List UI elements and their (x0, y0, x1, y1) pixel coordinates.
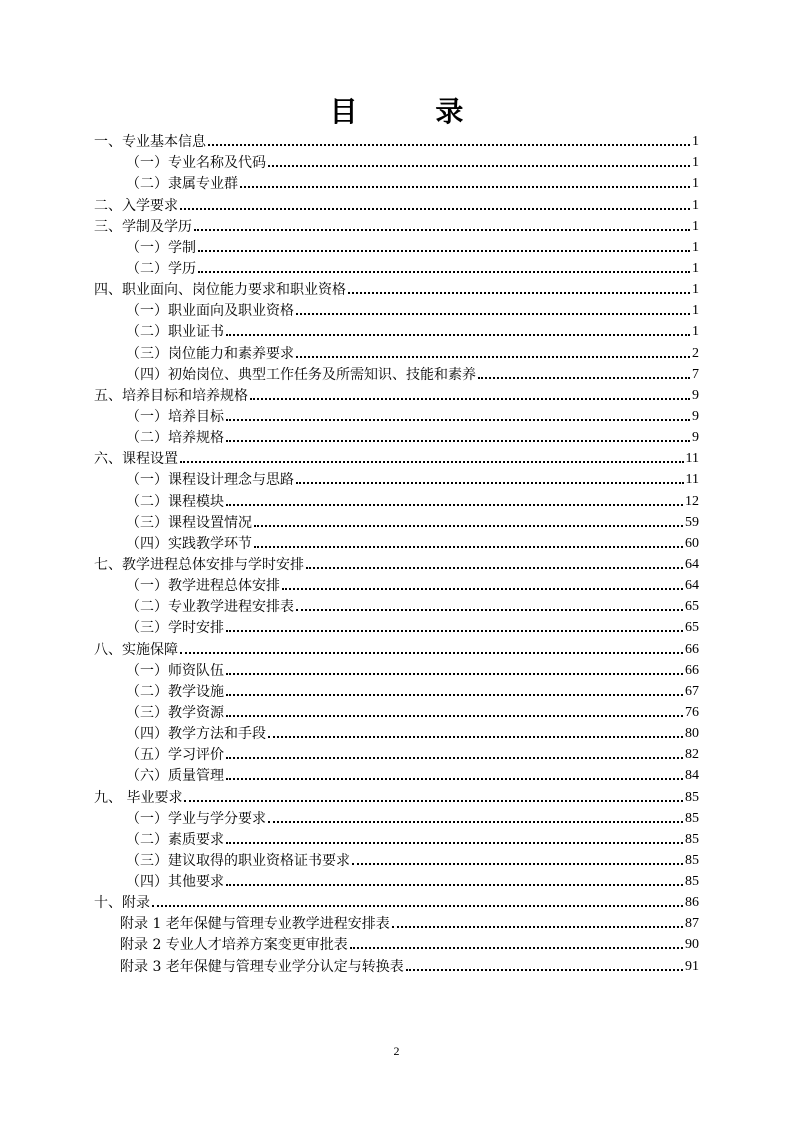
toc-entry-label: （六）质量管理 (126, 768, 224, 785)
toc-entry-label: 二、入学要求 (94, 197, 178, 214)
toc-entry-page-number: 9 (692, 387, 699, 403)
toc-entry[interactable] (94, 236, 699, 257)
toc-entry-label: （四）实践教学环节 (126, 535, 252, 552)
toc-entry-label: 四、职业面向、岗位能力要求和职业资格 (94, 282, 346, 299)
dot-leader (226, 504, 683, 506)
toc-entry[interactable] (94, 511, 699, 532)
dot-leader (180, 461, 684, 463)
toc-entry-page-number: 11 (685, 472, 699, 488)
dot-leader (268, 736, 683, 738)
toc-entry-label: （三）学时安排 (126, 620, 224, 637)
dot-leader (152, 905, 683, 907)
toc-entry-label: （一）专业名称及代码 (126, 155, 266, 172)
toc-entry-page-number: 1 (692, 134, 699, 150)
toc-entry-page-number: 85 (685, 831, 699, 847)
dot-leader (226, 842, 683, 844)
toc-entry[interactable] (94, 722, 699, 743)
toc-entry-page-number: 59 (685, 514, 699, 530)
toc-entry-label: 五、培养目标和培养规格 (94, 387, 248, 404)
toc-entry[interactable] (94, 341, 699, 362)
page-title: 目 录 (329, 95, 498, 128)
toc-entry[interactable] (94, 447, 699, 468)
toc-entry-page-number: 76 (685, 704, 699, 720)
toc-entry-page-number: 82 (685, 747, 699, 763)
dot-leader (282, 588, 683, 590)
dot-leader (226, 694, 683, 696)
dot-leader (348, 292, 690, 294)
toc-entry-label: （一）师资队伍 (126, 662, 224, 679)
dot-leader (254, 525, 683, 527)
dot-leader (350, 947, 683, 949)
toc-entry[interactable] (94, 828, 699, 849)
toc-entry-label: （一）学业与学分要求 (126, 810, 266, 827)
toc-entry-page-number: 90 (685, 937, 699, 953)
toc-entry-page-number: 86 (685, 895, 699, 911)
toc-entry-page-number: 1 (692, 282, 699, 298)
toc-entry-page-number: 1 (692, 218, 699, 234)
toc-entry-page-number: 80 (685, 726, 699, 742)
toc-entry[interactable] (94, 426, 699, 447)
toc-entry[interactable] (94, 933, 699, 954)
toc-entry[interactable] (94, 891, 699, 912)
toc-entry-page-number: 1 (692, 260, 699, 276)
toc-entry-page-number: 85 (685, 789, 699, 805)
toc-entry[interactable] (94, 637, 699, 658)
toc-entry-label: （一）培养目标 (126, 408, 224, 425)
dot-leader (240, 186, 690, 188)
dot-leader (250, 398, 690, 400)
toc-entry-label: （二）课程模块 (126, 493, 224, 510)
toc-entry[interactable] (94, 807, 699, 828)
toc-entry-label: （四）其他要求 (126, 874, 224, 891)
dot-leader (226, 757, 683, 759)
dot-leader (268, 821, 683, 823)
toc-entry-page-number: 2 (692, 345, 699, 361)
toc-entry-page-number: 87 (685, 916, 699, 932)
toc-entry-page-number: 1 (692, 155, 699, 171)
toc-entry-page-number: 85 (685, 810, 699, 826)
toc-entry-label: 七、教学进程总体安排与学时安排 (94, 556, 304, 573)
toc-entry-label: （三）岗位能力和素养要求 (126, 345, 294, 362)
toc-entry[interactable] (94, 870, 699, 891)
toc-entry-label: （一）职业面向及职业资格 (126, 303, 294, 320)
toc-entry-label: （二）素质要求 (126, 831, 224, 848)
toc-entry-label: 附录 1 老年保健与管理专业教学进程安排表 (120, 916, 390, 933)
toc-entry-label: （一）课程设计理念与思路 (126, 472, 294, 489)
toc-entry[interactable] (94, 320, 699, 341)
toc-entry[interactable] (94, 384, 699, 405)
toc-entry[interactable] (94, 130, 699, 151)
table-of-contents (94, 130, 699, 976)
dot-leader (352, 863, 683, 865)
toc-entry-label: 八、实施保障 (94, 641, 178, 658)
toc-entry[interactable] (94, 405, 699, 426)
toc-entry[interactable] (94, 849, 699, 870)
toc-entry-page-number: 1 (692, 197, 699, 213)
toc-entry-page-number: 1 (692, 324, 699, 340)
toc-entry-page-number: 12 (685, 493, 699, 509)
toc-entry-page-number: 85 (685, 874, 699, 890)
toc-entry-label: （三）课程设置情况 (126, 514, 252, 531)
toc-entry[interactable] (94, 257, 699, 278)
dot-leader (296, 609, 683, 611)
dot-leader (226, 630, 683, 632)
toc-entry-label: （二）培养规格 (126, 430, 224, 447)
toc-entry[interactable] (94, 701, 699, 722)
toc-entry[interactable] (94, 680, 699, 701)
toc-entry-label: （五）学习评价 (126, 747, 224, 764)
toc-entry[interactable] (94, 785, 699, 806)
toc-entry-page-number: 64 (685, 578, 699, 594)
dot-leader (198, 271, 690, 273)
toc-entry-label: （一）教学进程总体安排 (126, 578, 280, 595)
toc-entry-page-number: 91 (685, 958, 699, 974)
toc-entry-label: （三）建议取得的职业资格证书要求 (126, 852, 350, 869)
toc-entry-label: （二）专业教学进程安排表 (126, 599, 294, 616)
toc-entry[interactable] (94, 193, 699, 214)
dot-leader (198, 250, 690, 252)
toc-entry-page-number: 60 (685, 535, 699, 551)
toc-entry-page-number: 67 (685, 683, 699, 699)
toc-entry[interactable] (94, 299, 699, 320)
toc-entry[interactable] (94, 468, 699, 489)
dot-leader (226, 778, 683, 780)
toc-entry[interactable] (94, 553, 699, 574)
toc-entry-page-number: 65 (685, 620, 699, 636)
toc-entry-page-number: 66 (685, 662, 699, 678)
toc-entry[interactable] (94, 764, 699, 785)
dot-leader (226, 419, 690, 421)
toc-entry[interactable] (94, 595, 699, 616)
toc-entry-label: （一）学制 (126, 239, 196, 256)
toc-entry-page-number: 9 (692, 430, 699, 446)
toc-entry-label: 三、学制及学历 (94, 218, 192, 235)
dot-leader (296, 356, 690, 358)
dot-leader (478, 377, 690, 379)
toc-entry-label: 一、专业基本信息 (94, 134, 206, 151)
toc-entry-page-number: 1 (692, 176, 699, 192)
toc-entry-label: （三）教学资源 (126, 704, 224, 721)
dot-leader (406, 969, 683, 971)
toc-entry-page-number: 11 (685, 451, 699, 467)
dot-leader (296, 482, 684, 484)
dot-leader (226, 334, 690, 336)
toc-entry-label: 附录 3 老年保健与管理专业学分认定与转换表 (120, 958, 404, 975)
toc-entry[interactable] (94, 659, 699, 680)
dot-leader (226, 715, 683, 717)
dot-leader (194, 229, 690, 231)
toc-entry-label: 九、 毕业要求 (94, 789, 183, 806)
dot-leader (180, 208, 690, 210)
dot-leader (306, 567, 683, 569)
toc-entry[interactable] (94, 489, 699, 510)
dot-leader (392, 926, 683, 928)
dot-leader (226, 440, 690, 442)
dot-leader (184, 800, 683, 802)
toc-entry[interactable] (94, 278, 699, 299)
toc-entry-page-number: 85 (685, 852, 699, 868)
toc-entry-label: 十、附录 (94, 895, 150, 912)
toc-entry-page-number: 64 (685, 556, 699, 572)
dot-leader (180, 652, 683, 654)
toc-entry[interactable] (94, 743, 699, 764)
toc-entry-label: （四）初始岗位、典型工作任务及所需知识、技能和素养 (126, 366, 476, 383)
page-number-footer: 2 (393, 1044, 400, 1058)
toc-entry-page-number: 65 (685, 599, 699, 615)
toc-entry[interactable] (94, 912, 699, 933)
toc-entry[interactable] (94, 574, 699, 595)
toc-entry-label: （二）教学设施 (126, 683, 224, 700)
toc-entry-label: （二）学历 (126, 260, 196, 277)
toc-entry[interactable] (94, 151, 699, 172)
toc-entry-label: （二）职业证书 (126, 324, 224, 341)
toc-entry[interactable] (94, 616, 699, 637)
toc-entry[interactable] (94, 172, 699, 193)
dot-leader (226, 673, 683, 675)
toc-entry-label: 附录 2 专业人才培养方案变更审批表 (120, 937, 348, 954)
dot-leader (296, 313, 690, 315)
toc-entry[interactable] (94, 954, 699, 975)
toc-entry[interactable] (94, 215, 699, 236)
dot-leader (226, 884, 683, 886)
toc-entry-label: 六、课程设置 (94, 451, 178, 468)
toc-entry-page-number: 7 (692, 366, 699, 382)
dot-leader (208, 144, 690, 146)
toc-entry-page-number: 84 (685, 768, 699, 784)
toc-entry-label: （四）教学方法和手段 (126, 726, 266, 743)
dot-leader (254, 546, 683, 548)
toc-entry-page-number: 1 (692, 239, 699, 255)
toc-entry[interactable] (94, 532, 699, 553)
toc-entry-page-number: 1 (692, 303, 699, 319)
toc-entry-page-number: 66 (685, 641, 699, 657)
dot-leader (268, 165, 690, 167)
toc-entry-page-number: 9 (692, 408, 699, 424)
toc-entry[interactable] (94, 363, 699, 384)
toc-entry-label: （二）隶属专业群 (126, 176, 238, 193)
